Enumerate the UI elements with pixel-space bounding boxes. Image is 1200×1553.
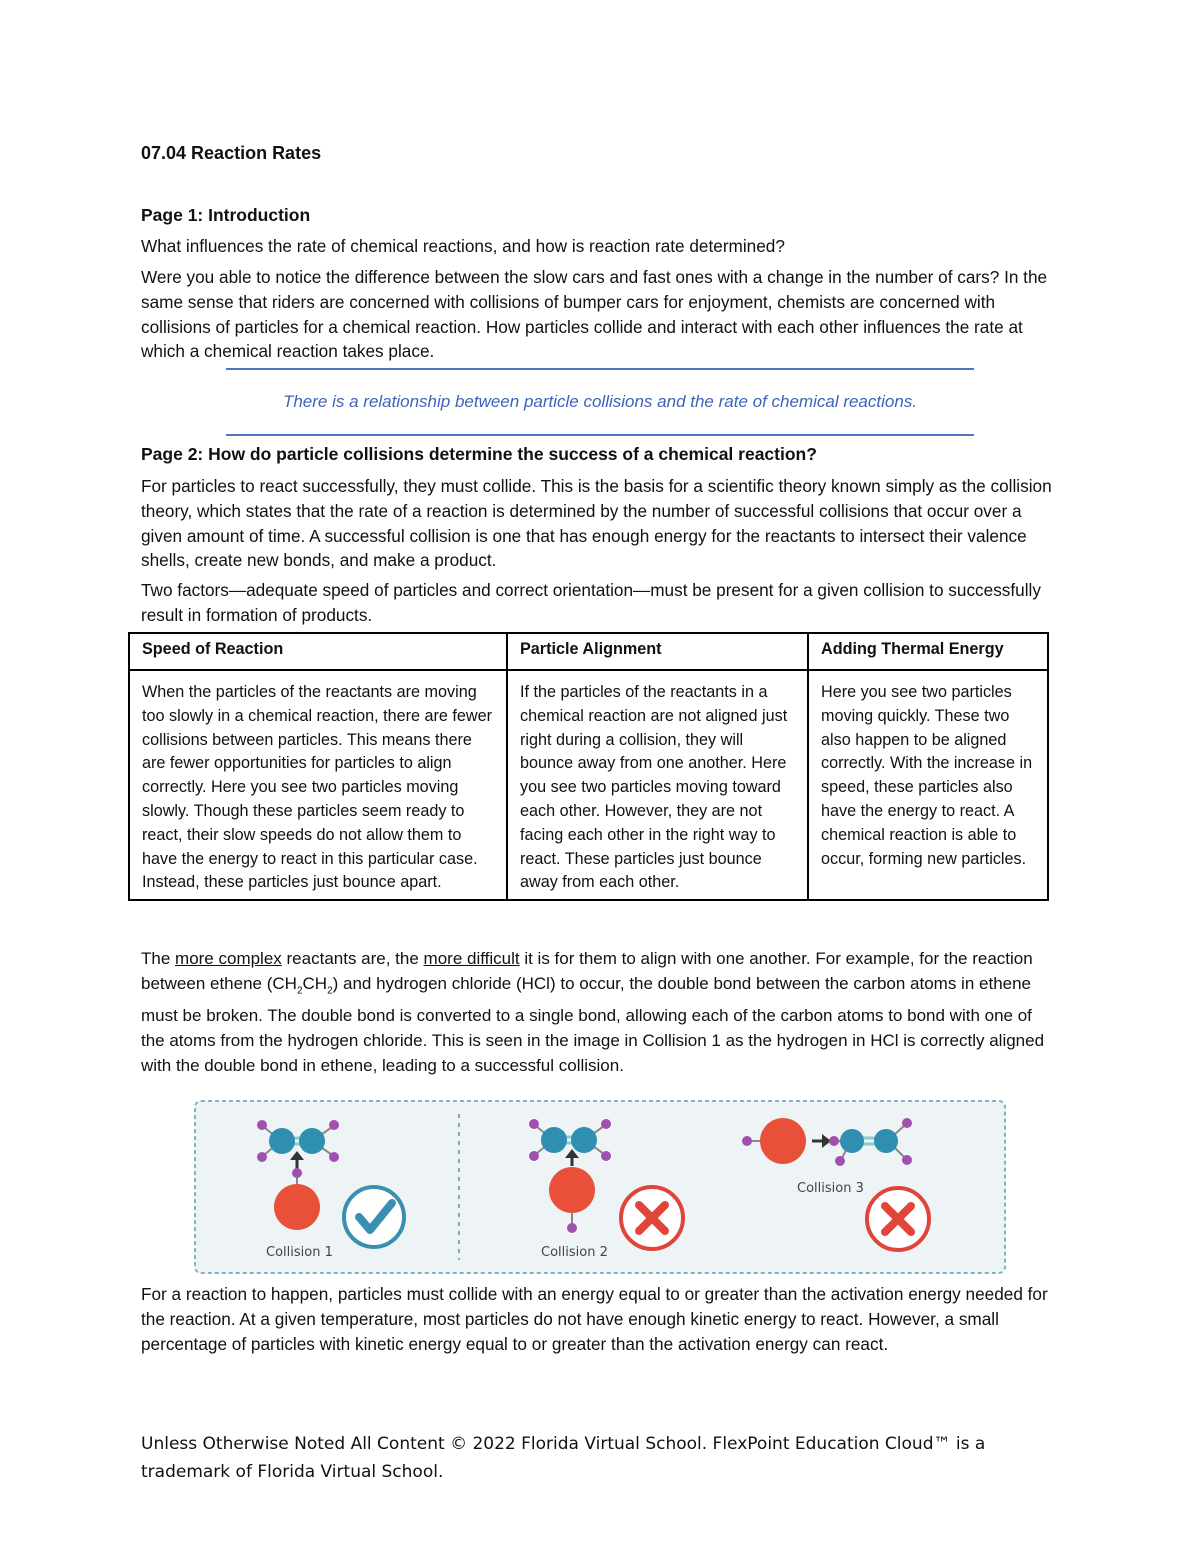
subscript: 2 [296, 985, 303, 997]
cross-icon [867, 1188, 929, 1250]
copyright-footer: Unless Otherwise Noted All Content © 2022 Florida Virtual School. FlexPoint Education Cloud™ is a trademark of Florida Virtual School. [141, 1434, 986, 1482]
callout-top-rule [226, 368, 974, 370]
collision-label: Collision 2 [541, 1245, 608, 1260]
page1-body: Were you able to notice the difference between the slow cars and fast ones with a change in the number of cars? In the same sense that riders are concerned with collisions of bumper cars for enjoyment, chemists are concerned with collisions of particles for a chemical reaction. How particles collide and interact with each other influences the rate at which a chemical reaction takes place. [141, 267, 1048, 362]
table-row [129, 670, 1048, 900]
collision-figure [194, 1100, 1006, 1274]
table-header-row [129, 633, 1048, 670]
table-header: Speed of Reaction [129, 633, 507, 670]
text-run: ) and hydrogen chloride (HCl) to occur, the double bond between the carbon atoms in ethene must be broken. The double bond is converted to a single bond, allowing each of the carbon atoms to bond with one of the atoms from the hydrogen chloride. This is seen in the image in Collision 1 as the hydrogen in HCl is correctly aligned with the double bond in ethene, leading to a successful collision. [141, 973, 1045, 1075]
text-run: CH [302, 973, 328, 993]
complexity-paragraph [141, 947, 1056, 1078]
activation-energy-paragraph: For a reaction to happen, particles must collide with an energy equal to or greater than the activation energy needed for the reaction. At a given temperature, most particles do not have enough kinetic energy to react. However, a small percentage of particles with kinetic energy equal to or greater than the activation energy can react. [141, 1284, 1048, 1354]
check-icon [344, 1187, 404, 1247]
table-cell: When the particles of the reactants are moving too slowly in a chemical reaction, there are fewer collisions between particles. This means there are fewer opportunities for particles to align correctly. Here you see two particles moving slowly. Though these particles seem ready to react, their slow speeds do not allow them to have the energy to react in this particular case. Instead, these particles just bounce apart. [129, 670, 507, 900]
table-cell: Here you see two particles moving quickly. These two also happen to be aligned correctly. With the increase in speed, these particles also have the energy to react. A chemical reaction is able to occur, forming new particles. [808, 670, 1048, 900]
table-header: Particle Alignment [507, 633, 808, 670]
factors-table [128, 632, 1049, 901]
callout-bottom-rule [226, 434, 974, 436]
text-run: reactants are, the [281, 949, 424, 968]
document-title: 07.04 Reaction Rates [141, 143, 322, 163]
page1-heading: Page 1: Introduction [141, 205, 311, 225]
cross-icon [621, 1187, 683, 1249]
text-run: it is for them to align with one another. For example, for the reaction between ethene (CH [141, 949, 1033, 993]
table-header: Adding Thermal Energy [808, 633, 1048, 670]
page2-paragraph-1: For particles to react successfully, they must collide. This is the basis for a scientific theory known simply as the collision theory, which states that the rate of a reaction is determined by the number of successful collisions that occur over a given amount of time. A successful collision is one that has enough energy for the reactants to intersect their valence shells, create new bonds, and make a product. [141, 476, 1052, 571]
text-run: The [141, 949, 176, 968]
page2-heading: Page 2: How do particle collisions determine the success of a chemical reaction? [141, 444, 817, 464]
callout-text: There is a relationship between particle collisions and the rate of chemical reactions. [282, 392, 918, 411]
collision-label: Collision 1 [266, 1245, 333, 1260]
page2-paragraph-2: Two factors—adequate speed of particles and correct orientation—must be present for a given collision to successfully result in formation of products. [141, 580, 1041, 625]
table-cell: If the particles of the reactants in a chemical reaction are not aligned just right during a collision, they will bounce away from one another. Here you see two particles moving toward each other. However, they are not facing each other in the right way to react. These particles just bounce away from each other. [507, 670, 808, 900]
underlined-term: more difficult [423, 949, 520, 968]
subscript: 2 [327, 985, 333, 997]
page1-question: What influences the rate of chemical reactions, and how is reaction rate determined? [141, 236, 785, 256]
underlined-term: more complex [175, 949, 282, 968]
collision-label: Collision 3 [797, 1181, 864, 1196]
